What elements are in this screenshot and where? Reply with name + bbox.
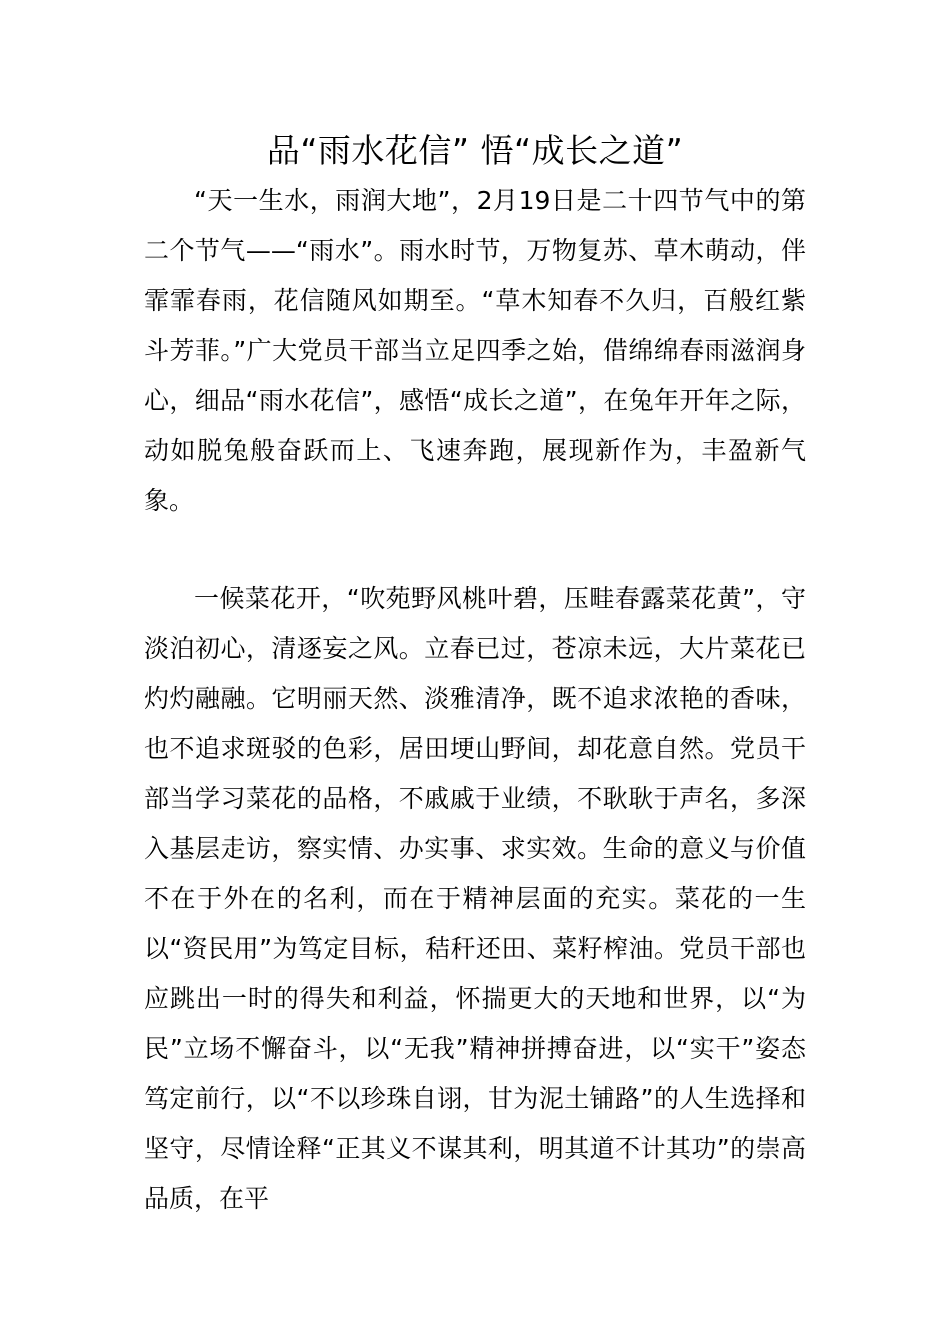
paragraph-rapeseed-flower: 一候菜花开，“吹苑野风桃叶碧，压畦春露菜花黄”，守淡泊初心，清逐妄之风。立春已过，苍凉未远，大片菜花已灼灼融融。它明丽天然、淡雅清净，既不追求浓艳的香味，也不追求斑驳的色彩，居田埂山野间，却花意自然。党员干部当学习菜花的品格，不戚戚于业绩，不耿耿于声名，多深入基层走访，察实情、办实事、求实效。生命的意义与价值不在于外在的名利，而在于精神层面的充实。菜花的一生以“资民用”为笃定目标，秸秆还田、菜籽榨油。党员干部也应跳出一时的得失和利益，怀揣更大的天地和世界，以“为民”立场不懈奋斗，以“无我”精神拼搏奋进，以“实干”姿态笃定前行，以“不以珍珠自诩，甘为泥土铺路”的人生选择和坚守，尽情诠释“正其义不谋其利，明其道不计其功”的崇高品质，在平	[144, 584, 806, 1213]
paragraph-intro: “天一生水，雨润大地”，2月19日是二十四节气中的第二个节气——“雨水”。雨水时节，万物复苏、草木萌动，伴霏霏春雨，花信随风如期至。“草木知春不久归，百般红紫斗芳菲。”广大党员干部当立足四季之始，借绵绵春雨滋润身心，细品“雨水花信”，感悟“成长之道”，在兔年开年之际，动如脱兔般奋跃而上、飞速奔跑，展现新作为，丰盈新气象。	[144, 186, 806, 515]
document-title: 品“雨水花信” 悟“成长之道”	[266, 131, 684, 170]
